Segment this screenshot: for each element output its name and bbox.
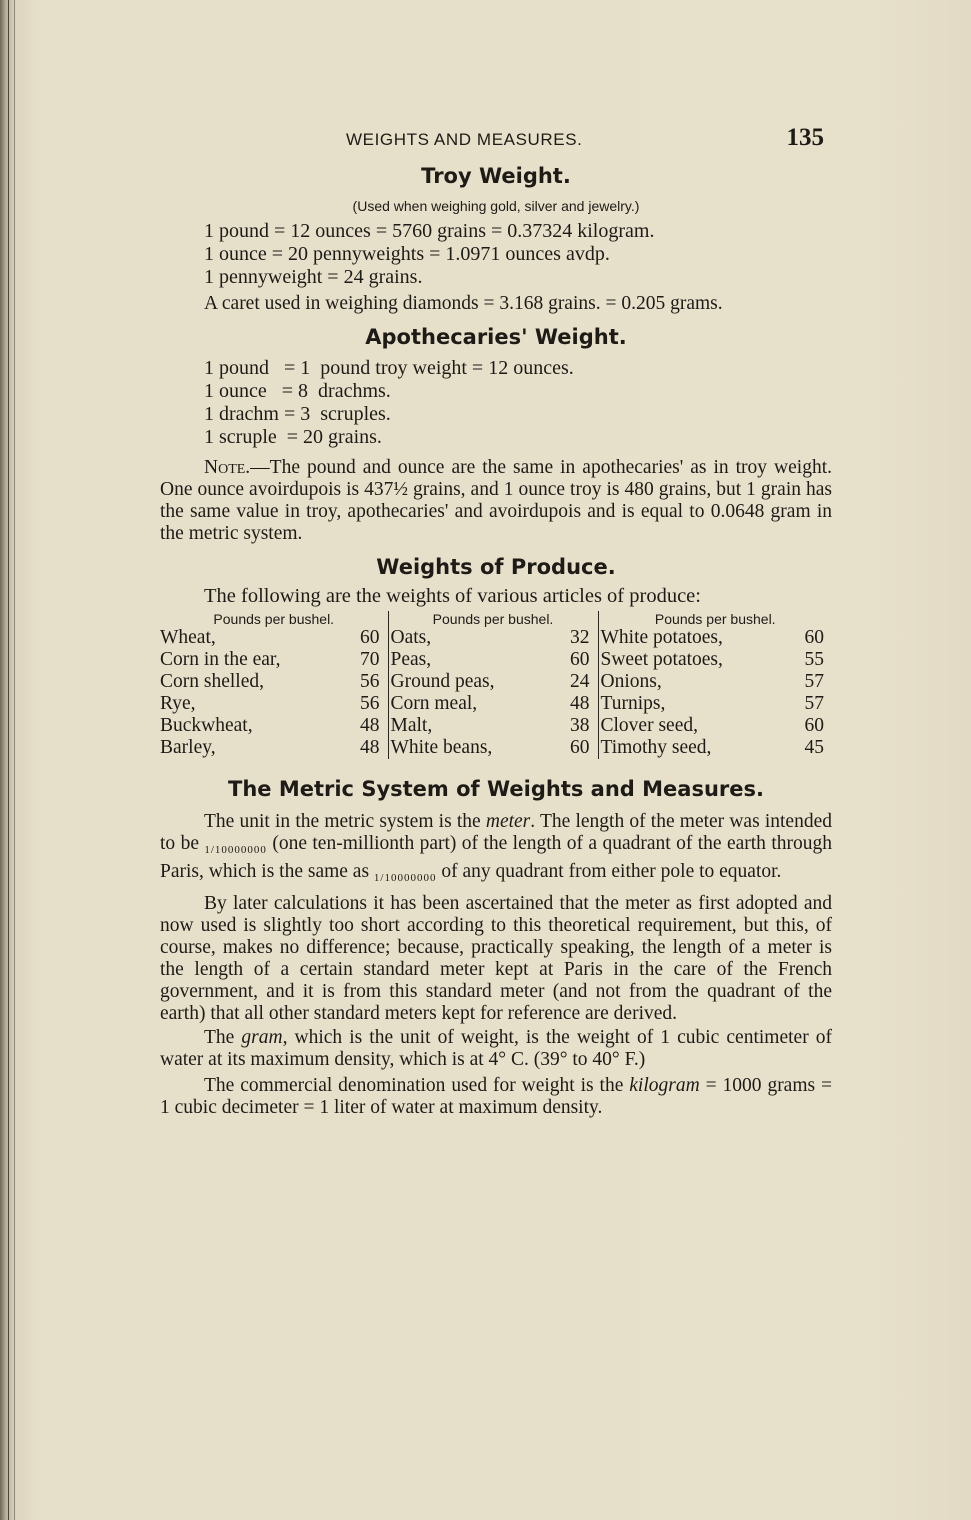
apoth-line-1: 1 pound = 1 pound troy weight = 12 ounces.	[204, 357, 574, 379]
produce-name: Corn shelled,	[160, 671, 264, 692]
apoth-note	[160, 457, 832, 545]
produce-name: Turnips,	[600, 693, 666, 714]
running-header	[160, 120, 832, 160]
produce-row	[160, 737, 832, 759]
troy-line-1: 1 pound = 12 ounces = 5760 grains = 0.37324 kilogram.	[204, 220, 655, 242]
apoth-line-4: 1 scruple = 20 grains.	[204, 426, 382, 448]
metric-p4-a: The commercial denomination used for weight is the	[204, 1075, 630, 1096]
produce-name: Timothy seed,	[600, 737, 712, 758]
produce-name: Corn in the ear,	[160, 649, 281, 670]
produce-weight: 60	[804, 715, 824, 736]
produce-weight: 60	[804, 627, 824, 648]
produce-weight: 57	[804, 693, 824, 714]
running-title: WEIGHTS AND MEASURES.	[346, 130, 583, 149]
produce-row	[160, 649, 832, 671]
produce-weight: 24	[550, 671, 598, 693]
fraction-1: 1/10000000	[204, 844, 267, 856]
metric-para-2: By later calculations it has been ascertained that the meter as first adopted and now used is slightly too short according to this theoretical requirement, but this, of course, makes no difference; because, practically speaking, the length of a meter is the length of a certain standard meter kept at Paris in the care of the French government, and it is from this standard meter (and not from the quadrant of the earth) that all other standard meters kept for reference are derived.	[160, 893, 832, 1024]
metric-p1-d: of any quadrant from either pole to equator.	[436, 861, 782, 882]
metric-para-3	[160, 1027, 832, 1071]
col-header-3: Pounds per bushel.	[654, 611, 776, 627]
produce-weight: 60	[550, 737, 598, 759]
apoth-line-3: 1 drachm = 3 scruples.	[204, 403, 391, 425]
troy-heading: Troy Weight.	[421, 164, 571, 188]
col-header-2: Pounds per bushel.	[388, 611, 598, 627]
produce-weight: 48	[550, 693, 598, 715]
col-header-1: Pounds per bushel.	[160, 611, 388, 627]
metric-heading: The Metric System of Weights and Measures.	[228, 777, 764, 801]
produce-weight: 57	[804, 671, 824, 692]
produce-name: Peas,	[390, 649, 432, 670]
produce-heading: Weights of Produce.	[376, 555, 616, 579]
produce-name: Barley,	[160, 737, 216, 758]
troy-subtitle: (Used when weighing gold, silver and jewelry.)	[352, 198, 640, 214]
produce-row	[160, 627, 832, 649]
produce-name: Clover seed,	[600, 715, 698, 736]
produce-row	[160, 715, 832, 737]
produce-weight: 70	[338, 649, 388, 671]
produce-name: Rye,	[160, 693, 196, 714]
spine-edge-2	[14, 0, 15, 1520]
produce-weight: 48	[338, 737, 388, 759]
metric-p3-gram: gram	[241, 1027, 283, 1048]
produce-weight: 38	[550, 715, 598, 737]
troy-line-2: 1 ounce = 20 pennyweights = 1.0971 ounces avdp.	[204, 243, 610, 265]
produce-name: White potatoes,	[600, 627, 723, 648]
spine-edge	[8, 0, 9, 1520]
note-label: Note.	[204, 457, 251, 478]
metric-p1-meter: meter	[485, 811, 531, 832]
produce-weight: 56	[338, 693, 388, 715]
produce-name: Oats,	[390, 627, 432, 648]
produce-intro: The following are the weights of various articles of produce:	[204, 585, 701, 607]
produce-name: Ground peas,	[390, 671, 495, 692]
produce-name: Corn meal,	[390, 693, 478, 714]
produce-rows	[160, 627, 832, 759]
produce-weight: 48	[338, 715, 388, 737]
metric-p1-a: The unit in the metric system is the	[204, 811, 486, 832]
page-content	[160, 120, 832, 1119]
produce-name: Malt,	[390, 715, 433, 736]
produce-weight: 32	[550, 627, 598, 649]
apoth-line-2: 1 ounce = 8 drachms.	[204, 380, 391, 402]
produce-row	[160, 671, 832, 693]
produce-weight: 56	[338, 671, 388, 693]
page-number: 135	[786, 124, 824, 151]
produce-weight: 60	[338, 627, 388, 649]
produce-name: Wheat,	[160, 627, 216, 648]
troy-line-4: A caret used in weighing diamonds = 3.168 grains. = 0.205 grams.	[204, 293, 723, 314]
metric-para-4	[160, 1075, 832, 1119]
note-text: —The pound and ounce are the same in apothecaries' as in troy weight. One ounce avoirdupois is 437½ grains, and 1 ounce troy is 480 grains, but 1 grain has the same value in troy, apothecaries' and avoirdupois and is equal to 0.0648 gram in the metric system.	[160, 457, 832, 544]
produce-weight: 55	[804, 649, 824, 670]
apothecaries-heading: Apothecaries' Weight.	[365, 325, 627, 349]
produce-table	[160, 611, 832, 759]
metric-p1-b: . The length of the meter was intended to be	[160, 811, 832, 854]
fraction-2: 1/10000000	[373, 872, 437, 884]
metric-p3-b: , which is the unit of weight, is the weight of 1 cubic centimeter of water at its maximum density, which is at 4° C. (39° to 40° F.)	[160, 1027, 832, 1070]
troy-line-3: 1 pennyweight = 24 grains.	[204, 266, 423, 288]
metric-p3-a: The	[204, 1027, 242, 1048]
produce-row	[160, 693, 832, 715]
produce-name: Buckwheat,	[160, 715, 253, 736]
produce-weight: 45	[804, 737, 824, 758]
produce-name: White beans,	[390, 737, 493, 758]
metric-p4-b: = 1000 grams = 1 cubic decimeter = 1 liter of water at maximum density.	[160, 1075, 833, 1118]
produce-name: Sweet potatoes,	[600, 649, 723, 670]
metric-p4-kilogram: kilogram	[629, 1075, 700, 1096]
metric-p1-c: (one ten-millionth part) of the length of a quadrant of the earth through Paris, which is the same as	[160, 833, 832, 882]
metric-para-1	[160, 811, 832, 889]
produce-name: Onions,	[600, 671, 662, 692]
produce-weight: 60	[550, 649, 598, 671]
